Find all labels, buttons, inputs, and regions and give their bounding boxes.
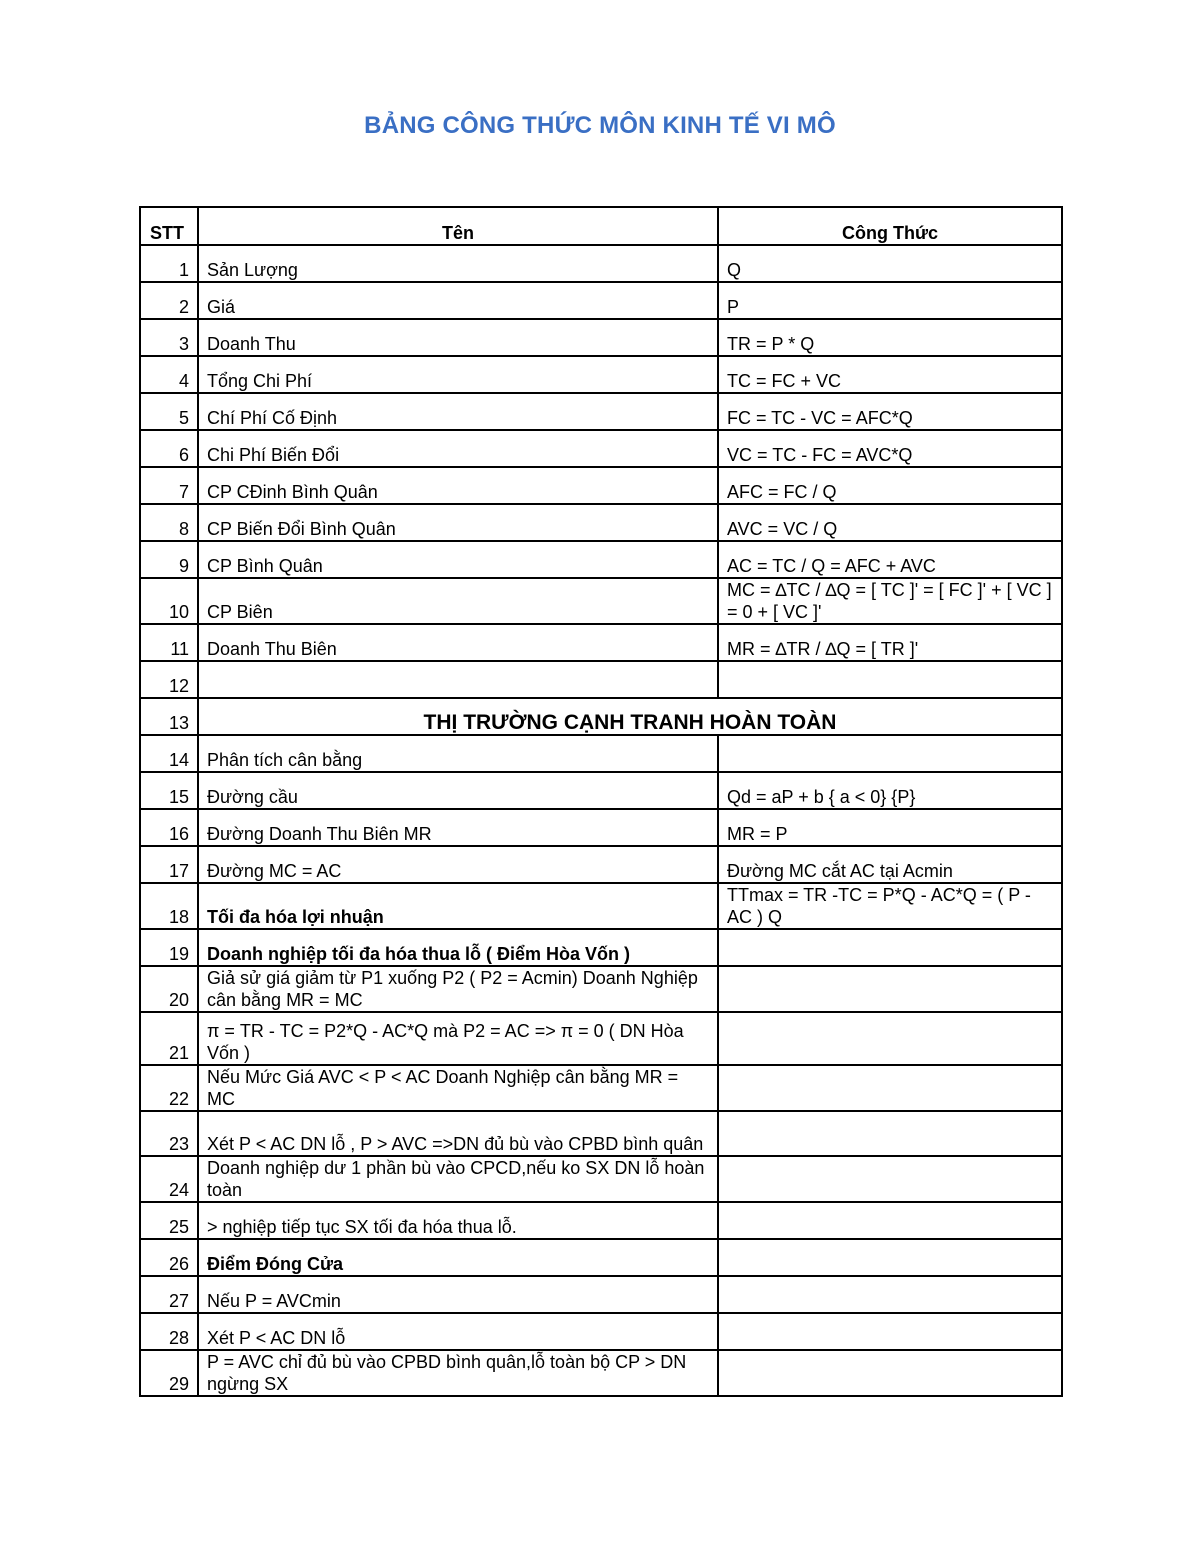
row-formula: AFC = FC / Q bbox=[718, 467, 1062, 504]
row-formula bbox=[718, 966, 1062, 1012]
table-row bbox=[140, 541, 1062, 578]
row-number: 6 bbox=[140, 430, 198, 467]
row-formula bbox=[718, 1065, 1062, 1111]
row-formula bbox=[718, 661, 1062, 698]
table-row bbox=[140, 467, 1062, 504]
row-number: 18 bbox=[140, 883, 198, 929]
row-formula: TC = FC + VC bbox=[718, 356, 1062, 393]
row-formula bbox=[718, 1276, 1062, 1313]
row-number: 4 bbox=[140, 356, 198, 393]
row-number: 23 bbox=[140, 1111, 198, 1156]
row-name: CP Biên bbox=[198, 578, 718, 624]
table-header-row bbox=[140, 207, 1062, 245]
row-name: CP Biến Đổi Bình Quân bbox=[198, 504, 718, 541]
row-name: Doanh Thu bbox=[198, 319, 718, 356]
row-number: 14 bbox=[140, 735, 198, 772]
row-number: 28 bbox=[140, 1313, 198, 1350]
row-name: Đường MC = AC bbox=[198, 846, 718, 883]
table-row bbox=[140, 735, 1062, 772]
table-row bbox=[140, 1111, 1062, 1156]
row-number: 22 bbox=[140, 1065, 198, 1111]
row-formula: TTmax = TR -TC = P*Q - AC*Q = ( P - AC ) Q bbox=[718, 883, 1062, 929]
row-name: CP Bình Quân bbox=[198, 541, 718, 578]
table-row bbox=[140, 1239, 1062, 1276]
table-row bbox=[140, 966, 1062, 1012]
section-row bbox=[140, 698, 1062, 735]
row-name: Xét P < AC DN lỗ , P > AVC =>DN đủ bù vào CPBD bình quân bbox=[198, 1111, 718, 1156]
table-row bbox=[140, 245, 1062, 282]
table-row bbox=[140, 661, 1062, 698]
row-formula bbox=[718, 1350, 1062, 1396]
row-formula: Qd = aP + b { a < 0} {P} bbox=[718, 772, 1062, 809]
table-row bbox=[140, 578, 1062, 624]
row-name: Chí Phí Cố Định bbox=[198, 393, 718, 430]
table-row bbox=[140, 356, 1062, 393]
row-formula: P bbox=[718, 282, 1062, 319]
row-number: 3 bbox=[140, 319, 198, 356]
row-number: 12 bbox=[140, 661, 198, 698]
table-row bbox=[140, 504, 1062, 541]
table-row bbox=[140, 1313, 1062, 1350]
row-formula bbox=[718, 1239, 1062, 1276]
row-number: 24 bbox=[140, 1156, 198, 1202]
row-name: Xét P < AC DN lỗ bbox=[198, 1313, 718, 1350]
row-number: 29 bbox=[140, 1350, 198, 1396]
row-formula: Q bbox=[718, 245, 1062, 282]
row-formula: MR = P bbox=[718, 809, 1062, 846]
row-formula bbox=[718, 1202, 1062, 1239]
row-name: Sản Lượng bbox=[198, 245, 718, 282]
row-number: 10 bbox=[140, 578, 198, 624]
row-name: Đường Doanh Thu Biên MR bbox=[198, 809, 718, 846]
row-number: 5 bbox=[140, 393, 198, 430]
row-number: 7 bbox=[140, 467, 198, 504]
row-formula: MR = ∆TR / ∆Q = [ TR ]' bbox=[718, 624, 1062, 661]
row-name: Doanh nghiệp tối đa hóa thua lỗ ( Điểm Hòa Vốn ) bbox=[198, 929, 718, 966]
row-number: 2 bbox=[140, 282, 198, 319]
row-name: Giả sử giá giảm từ P1 xuống P2 ( P2 = Acmin) Doanh Nghiệp cân bằng MR = MC bbox=[198, 966, 718, 1012]
row-name: P = AVC chỉ đủ bù vào CPBD bình quân,lỗ toàn bộ CP > DN ngừng SX bbox=[198, 1350, 718, 1396]
table-row bbox=[140, 772, 1062, 809]
row-formula: AVC = VC / Q bbox=[718, 504, 1062, 541]
row-formula: Đường MC cắt AC tại Acmin bbox=[718, 846, 1062, 883]
section-heading: THỊ TRƯỜNG CẠNH TRANH HOÀN TOÀN bbox=[198, 698, 1062, 735]
row-number: 27 bbox=[140, 1276, 198, 1313]
row-number: 20 bbox=[140, 966, 198, 1012]
header-name: Tên bbox=[198, 207, 718, 245]
row-number: 26 bbox=[140, 1239, 198, 1276]
row-name: π = TR - TC = P2*Q - AC*Q mà P2 = AC => π = 0 ( DN Hòa Vốn ) bbox=[198, 1012, 718, 1065]
row-number: 9 bbox=[140, 541, 198, 578]
row-formula bbox=[718, 1111, 1062, 1156]
row-name: Giá bbox=[198, 282, 718, 319]
table-row bbox=[140, 846, 1062, 883]
table-row bbox=[140, 1065, 1062, 1111]
row-name: Tổng Chi Phí bbox=[198, 356, 718, 393]
row-name: Tối đa hóa lợi nhuận bbox=[198, 883, 718, 929]
row-name: Phân tích cân bằng bbox=[198, 735, 718, 772]
row-number: 13 bbox=[140, 698, 198, 735]
row-number: 8 bbox=[140, 504, 198, 541]
row-formula bbox=[718, 1012, 1062, 1065]
header-stt: STT bbox=[140, 207, 198, 245]
row-name bbox=[198, 661, 718, 698]
table-row bbox=[140, 1156, 1062, 1202]
row-name: > nghiệp tiếp tục SX tối đa hóa thua lỗ. bbox=[198, 1202, 718, 1239]
table-row bbox=[140, 430, 1062, 467]
row-formula bbox=[718, 735, 1062, 772]
row-formula: AC = TC / Q = AFC + AVC bbox=[718, 541, 1062, 578]
row-name: Điểm Đóng Cửa bbox=[198, 1239, 718, 1276]
row-formula: TR = P * Q bbox=[718, 319, 1062, 356]
table-row bbox=[140, 319, 1062, 356]
formula-table bbox=[139, 206, 1063, 1397]
header-formula: Công Thức bbox=[718, 207, 1062, 245]
row-number: 11 bbox=[140, 624, 198, 661]
row-formula bbox=[718, 1313, 1062, 1350]
table-row bbox=[140, 1012, 1062, 1065]
table-row bbox=[140, 1202, 1062, 1239]
row-name: Chi Phí Biến Đổi bbox=[198, 430, 718, 467]
row-name: Doanh nghiệp dư 1 phần bù vào CPCD,nếu ko SX DN lỗ hoàn toàn bbox=[198, 1156, 718, 1202]
row-number: 16 bbox=[140, 809, 198, 846]
row-name: Doanh Thu Biên bbox=[198, 624, 718, 661]
table-row bbox=[140, 1350, 1062, 1396]
row-number: 17 bbox=[140, 846, 198, 883]
row-number: 15 bbox=[140, 772, 198, 809]
table-row bbox=[140, 282, 1062, 319]
row-formula: FC = TC - VC = AFC*Q bbox=[718, 393, 1062, 430]
row-name: Nếu P = AVCmin bbox=[198, 1276, 718, 1313]
row-formula: MC = ∆TC / ∆Q = [ TC ]' = [ FC ]' + [ VC ] = 0 + [ VC ]' bbox=[718, 578, 1062, 624]
row-formula: VC = TC - FC = AVC*Q bbox=[718, 430, 1062, 467]
row-formula bbox=[718, 1156, 1062, 1202]
table-row bbox=[140, 809, 1062, 846]
table-row bbox=[140, 393, 1062, 430]
row-number: 25 bbox=[140, 1202, 198, 1239]
row-name: Nếu Mức Giá AVC < P < AC Doanh Nghiệp cân bằng MR = MC bbox=[198, 1065, 718, 1111]
page-title: BẢNG CÔNG THỨC MÔN KINH TẾ VI MÔ bbox=[364, 112, 836, 139]
table-row bbox=[140, 1276, 1062, 1313]
table-row bbox=[140, 883, 1062, 929]
table-row bbox=[140, 624, 1062, 661]
row-number: 1 bbox=[140, 245, 198, 282]
row-number: 21 bbox=[140, 1012, 198, 1065]
row-formula bbox=[718, 929, 1062, 966]
row-name: CP CĐinh Bình Quân bbox=[198, 467, 718, 504]
table-row bbox=[140, 929, 1062, 966]
row-name: Đường cầu bbox=[198, 772, 718, 809]
row-number: 19 bbox=[140, 929, 198, 966]
